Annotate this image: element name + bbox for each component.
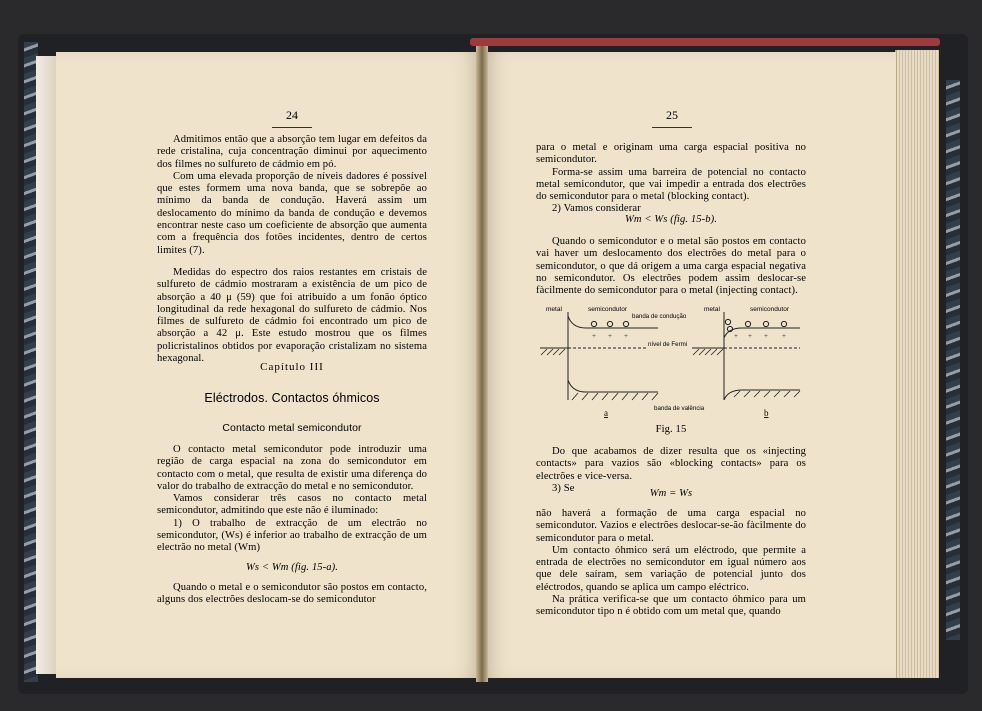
- equation-wm-lt-ws: Wm < Ws (fig. 15-b).: [624, 214, 718, 225]
- fig-label-metal-a: metal: [546, 306, 562, 313]
- fig-hatch-valence-b: [734, 391, 800, 397]
- fig-hatch-metal-b: [693, 349, 723, 355]
- fig-label-fermi: nível de Fermi: [648, 341, 688, 348]
- paragraph: Com uma elevada proporção de níveis dadores é possível que estes formem uma nova banda, que se sobrepõe ao mínimo da banda de condução. Haverá assim um deslocamento do mínimo da banda de condução e devemos encontrar neste caso um coeficiente de absorção que aumenta com a frequência dos fotões incidentes, dentro de certos limites (7).: [157, 170, 427, 256]
- paragraph: 1) O trabalho de extracção de um electrão no semicondutor, (Ws) é inferior ao trabalho de extracção de um electrão no metal (Wm): [157, 517, 427, 554]
- marbled-cover-right: [946, 80, 960, 640]
- paragraph: Vamos considerar três casos no contacto metal semicondutor, admitindo que este não é iluminado:: [157, 493, 427, 517]
- section-title: Contacto metal semicondutor: [222, 422, 362, 434]
- svg-text:+: +: [608, 332, 612, 340]
- paragraph: Forma-se assim uma barreira de potencial no contacto metal semicondutor, que vai impedir a entrada dos electrões do semicondutor para o metal (blocking contact).: [536, 166, 806, 203]
- right-text-block-1: [536, 142, 806, 216]
- figure-caption: Fig. 15: [655, 424, 687, 435]
- equation-wm-eq-ws: Wm = Ws: [649, 488, 693, 499]
- right-page-number: 25: [652, 108, 692, 128]
- paragraph: Quando o metal e o semicondutor são postos em contacto, alguns dos electrões deslocam-se do semicondutor: [157, 582, 427, 606]
- right-page-stack: [895, 50, 939, 678]
- paragraph: não haverá a formação de uma carga espacial no semicondutor. Vazios e electrões deslocar-se-ão fàcilmente do semicondutor para o metal.: [536, 508, 806, 544]
- chapter-heading: Capítulo III: [260, 361, 324, 373]
- paragraph: 3) Se: [552, 482, 575, 494]
- fig-electrons-a: [591, 321, 628, 326]
- fig-label-metal-b: metal: [704, 306, 720, 313]
- paragraph: Admitimos então que a absorção tem lugar em defeitos da rede cristalina, cuja concentração diminui por aquecimento dos filmes no sulfureto de cádmio em pó.: [157, 134, 427, 170]
- fig-electrons-b: [725, 319, 786, 331]
- fig-label-semi-b: semicondutor: [750, 306, 790, 313]
- fig-valence-band-a: [568, 380, 658, 392]
- fig-hatch-metal-a: [541, 349, 565, 355]
- svg-text:+: +: [764, 332, 768, 340]
- paragraph: Do que acabamos de dizer resulta que os «injecting contacts» para vazios são «blocking contacts» para os electrões e vice-versa.: [536, 446, 806, 482]
- paragraph: O contacto metal semicondutor pode introduzir uma região de carga espacial na zona do semicondutor em contacto com o metal, que resulta de existir uma diferença do valor do trabalho de extracção do metal e no semicondutor.: [157, 444, 427, 492]
- fig-label-conduction: banda de condução: [632, 313, 687, 320]
- fig-hatch-valence-a: [572, 393, 658, 400]
- paragraph: Quando o semicondutor e o metal são postos em contacto vai haver um deslocamento dos electrões do metal para o semicondutor, o que dá origem a uma carga espacial negativa no semicondutor. Os electrões podem assim deslocar-se fàcilmente do semicondutor para o metal (injecting contact).: [536, 236, 806, 297]
- fig-donors-a: [592, 332, 628, 340]
- paragraph: Na prática verifica-se que um contacto óhmico para um semicondutor tipo n é obtido com um metal que, quando: [536, 594, 806, 618]
- left-page-number: 24: [272, 108, 312, 128]
- fig-valence-band-b: [724, 390, 800, 400]
- left-text-block-3: [157, 582, 427, 607]
- svg-text:+: +: [734, 332, 738, 340]
- svg-text:+: +: [592, 332, 596, 340]
- fig-label-a: a: [604, 408, 608, 418]
- fig-label-valence: banda de valência: [654, 405, 705, 412]
- svg-text:+: +: [782, 332, 786, 340]
- equation-ws-lt-wm: Ws < Wm (fig. 15-a).: [245, 562, 339, 573]
- svg-text:+: +: [624, 332, 628, 340]
- fig-label-b: b: [764, 408, 769, 418]
- fig-donors-b: [734, 332, 786, 340]
- paragraph: Medidas do espectro dos raios restantes em cristais de sulfureto de cádmio mostraram a existência de um pico de absorção a 40 μ (59) que foi atribuído a um fonão óptico longitudinal da rede hexagonal do sulfureto de cádmio. Nos filmes de sulfureto de cádmio foi encontrado um pico de absorção a 42 μ. Este estudo mostrou que os filmes policristalinos obtidos por evaporação cristalizam no sistema hexagonal.: [157, 266, 427, 365]
- fig-label-semi-a: semicondutor: [588, 306, 628, 313]
- paragraph: 2) Vamos considerar: [552, 203, 641, 215]
- left-text-block-1: [157, 134, 427, 365]
- paragraph: Um contacto óhmico será um eléctrodo, que permite a entrada de electrões no semicondutor em igual número aos que dele saíram, sem variação de potencial junto dos eléctrodos, quando se aplica um campo eléctrico.: [536, 544, 806, 593]
- page-edge-red: [470, 38, 940, 46]
- left-page-stack: [36, 56, 56, 674]
- figure-15-band-diagram: [538, 302, 808, 420]
- right-text-block-2: [536, 236, 806, 297]
- svg-text:+: +: [748, 332, 752, 340]
- right-text-block-4: [536, 508, 806, 619]
- paragraph: para o metal e originam uma carga espacial positiva no semicondutor.: [536, 142, 806, 166]
- left-text-block-2: [157, 444, 427, 555]
- chapter-title: Eléctrodos. Contactos óhmicos: [204, 391, 380, 405]
- book-gutter: [476, 46, 488, 682]
